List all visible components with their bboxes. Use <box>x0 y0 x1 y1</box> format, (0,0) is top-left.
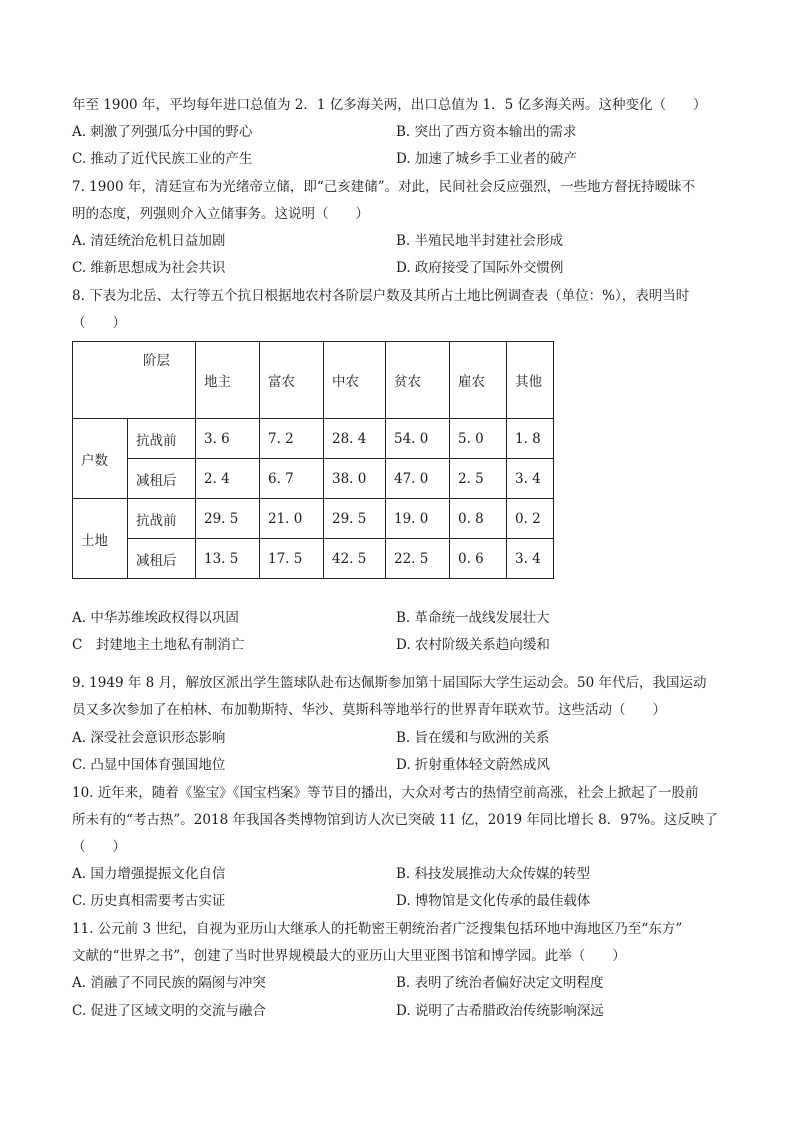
q10-option-a: A. 国力增强提振文化自信 <box>72 866 226 882</box>
column-header: 中农 <box>324 342 386 419</box>
table-cell: 2. 5 <box>450 459 507 499</box>
column-header: 富农 <box>260 342 324 419</box>
q9-option-c: C. 凸显中国体育强国地位 <box>72 757 226 773</box>
column-header: 其他 <box>507 342 554 419</box>
q6-option-c: C. 推动了近代民族工业的产生 <box>72 151 253 167</box>
q8-option-b: B. 革命统一战线发展壮大 <box>396 610 550 626</box>
q11-option-a: A. 消融了不同民族的隔阂与冲突 <box>72 975 266 991</box>
group-label: 土地 <box>73 499 128 579</box>
row-label: 抗战前 <box>128 419 196 459</box>
q7-stem-line2: 明的态度，列强则介入立储事务。这说明（ ） <box>72 206 369 222</box>
q11-option-b: B. 表明了统治者偏好决定文明程度 <box>396 975 604 991</box>
table-cell: 6. 7 <box>260 459 324 499</box>
table-cell: 3. 4 <box>507 539 554 579</box>
corner-label: 阶层 <box>143 353 170 369</box>
table-cell: 19. 0 <box>386 499 450 539</box>
q11-option-c: C. 促进了区域文明的交流与融合 <box>72 1003 266 1019</box>
q7-option-c: C. 维新思想成为社会共识 <box>72 260 226 276</box>
q8-option-c: C 封建地主土地私有制消亡 <box>72 637 245 653</box>
q9-option-b: B. 旨在缓和与欧洲的关系 <box>396 730 550 746</box>
q10-stem-line3: （ ） <box>72 839 126 855</box>
table-row <box>73 459 554 499</box>
table-cell: 21. 0 <box>260 499 324 539</box>
q6-option-b: B. 突出了西方资本输出的需求 <box>396 124 577 140</box>
table-cell: 42. 5 <box>324 539 386 579</box>
q11-option-d: D. 说明了古希腊政治传统影响深远 <box>396 1003 604 1019</box>
group-label: 户数 <box>73 419 128 499</box>
table-cell: 29. 5 <box>196 499 260 539</box>
q8-stem-line1: 8. 下表为北岳、太行等五个抗日根据地农村各阶层户数及其所占土地比例调查表（单位：%），表明当时 <box>72 288 690 304</box>
row-label: 减租后 <box>128 539 196 579</box>
table-cell: 0. 6 <box>450 539 507 579</box>
row-label: 减租后 <box>128 459 196 499</box>
q9-stem-line2: 员又多次参加了在柏林、布加勒斯特、华沙、莫斯科等地举行的世界青年联欢节。这些活动（ ） <box>72 702 666 718</box>
q7-option-d: D. 政府接受了国际外交惯例 <box>396 260 564 276</box>
table-cell: 0. 8 <box>450 499 507 539</box>
table-cell: 7. 2 <box>260 419 324 459</box>
q10-stem-line1: 10. 近年来，随着《鉴宝》《国宝档案》等节目的播出，大众对考古的热情空前高涨，社会上掀起了一股前 <box>72 785 699 801</box>
table-corner <box>73 342 196 419</box>
table-cell: 47. 0 <box>386 459 450 499</box>
q6-stem: 年至 1900 年，平均每年进口总值为 2．1 亿多海关两，出口总值为 1．5 亿多海关两。这种变化（ ） <box>72 97 707 113</box>
q6-option-a: A. 刺激了列强瓜分中国的野心 <box>72 124 253 140</box>
q8-option-d: D. 农村阶级关系趋向缓和 <box>396 637 550 653</box>
table-cell: 0. 2 <box>507 499 554 539</box>
column-header: 雇农 <box>450 342 507 419</box>
q6-option-d: D. 加速了城乡手工业者的破产 <box>396 151 577 167</box>
table-row <box>73 539 554 579</box>
table-cell: 38. 0 <box>324 459 386 499</box>
table-cell: 2. 4 <box>196 459 260 499</box>
row-label: 抗战前 <box>128 499 196 539</box>
q9-option-a: A. 深受社会意识形态影响 <box>72 730 226 746</box>
table-cell: 1. 8 <box>507 419 554 459</box>
table-cell: 22. 5 <box>386 539 450 579</box>
table-cell: 17. 5 <box>260 539 324 579</box>
table-cell: 3. 6 <box>196 419 260 459</box>
table-cell: 5. 0 <box>450 419 507 459</box>
q10-stem-line2: 所未有的“考古热”。2018 年我国各类博物馆到访人次已突破 11 亿，2019 年同比增长 8．97%。这反映了 <box>72 812 718 828</box>
q11-stem-line1: 11. 公元前 3 世纪，自视为亚历山大继承人的托勒密王朝统治者广泛搜集包括环地中海地区乃至“东方” <box>72 921 683 937</box>
q9-stem-line1: 9. 1949 年 8 月，解放区派出学生篮球队赴布达佩斯参加第十届国际大学生运动会。50 年代后，我国运动 <box>72 675 707 691</box>
table-cell: 28. 4 <box>324 419 386 459</box>
q8-stem-line2: （ ） <box>72 315 126 331</box>
q7-option-a: A. 清廷统治危机日益加剧 <box>72 233 226 249</box>
q10-option-c: C. 历史真相需要考古实证 <box>72 893 226 909</box>
survey-table <box>72 341 554 579</box>
column-header: 贫农 <box>386 342 450 419</box>
table-cell: 29. 5 <box>324 499 386 539</box>
q10-option-b: B. 科技发展推动大众传媒的转型 <box>396 866 591 882</box>
q7-option-b: B. 半殖民地半封建社会形成 <box>396 233 564 249</box>
table-cell: 13. 5 <box>196 539 260 579</box>
table-cell: 3. 4 <box>507 459 554 499</box>
table-row <box>73 499 554 539</box>
q9-option-d: D. 折射重体轻文蔚然成风 <box>396 757 550 773</box>
q11-stem-line2: 文献的“世界之书”，创建了当时世界规模最大的亚历山大里亚图书馆和博学园。此举（ ） <box>72 948 626 964</box>
table-cell: 54. 0 <box>386 419 450 459</box>
q7-stem-line1: 7. 1900 年，清廷宣布为光绪帝立储，即“己亥建储”。对此，民间社会反应强烈，一些地方督抚持暧昧不 <box>72 179 696 195</box>
table-row <box>73 419 554 459</box>
q8-option-a: A. 中华苏维埃政权得以巩固 <box>72 610 239 626</box>
q10-option-d: D. 博物馆是文化传承的最佳载体 <box>396 893 591 909</box>
column-header: 地主 <box>196 342 260 419</box>
